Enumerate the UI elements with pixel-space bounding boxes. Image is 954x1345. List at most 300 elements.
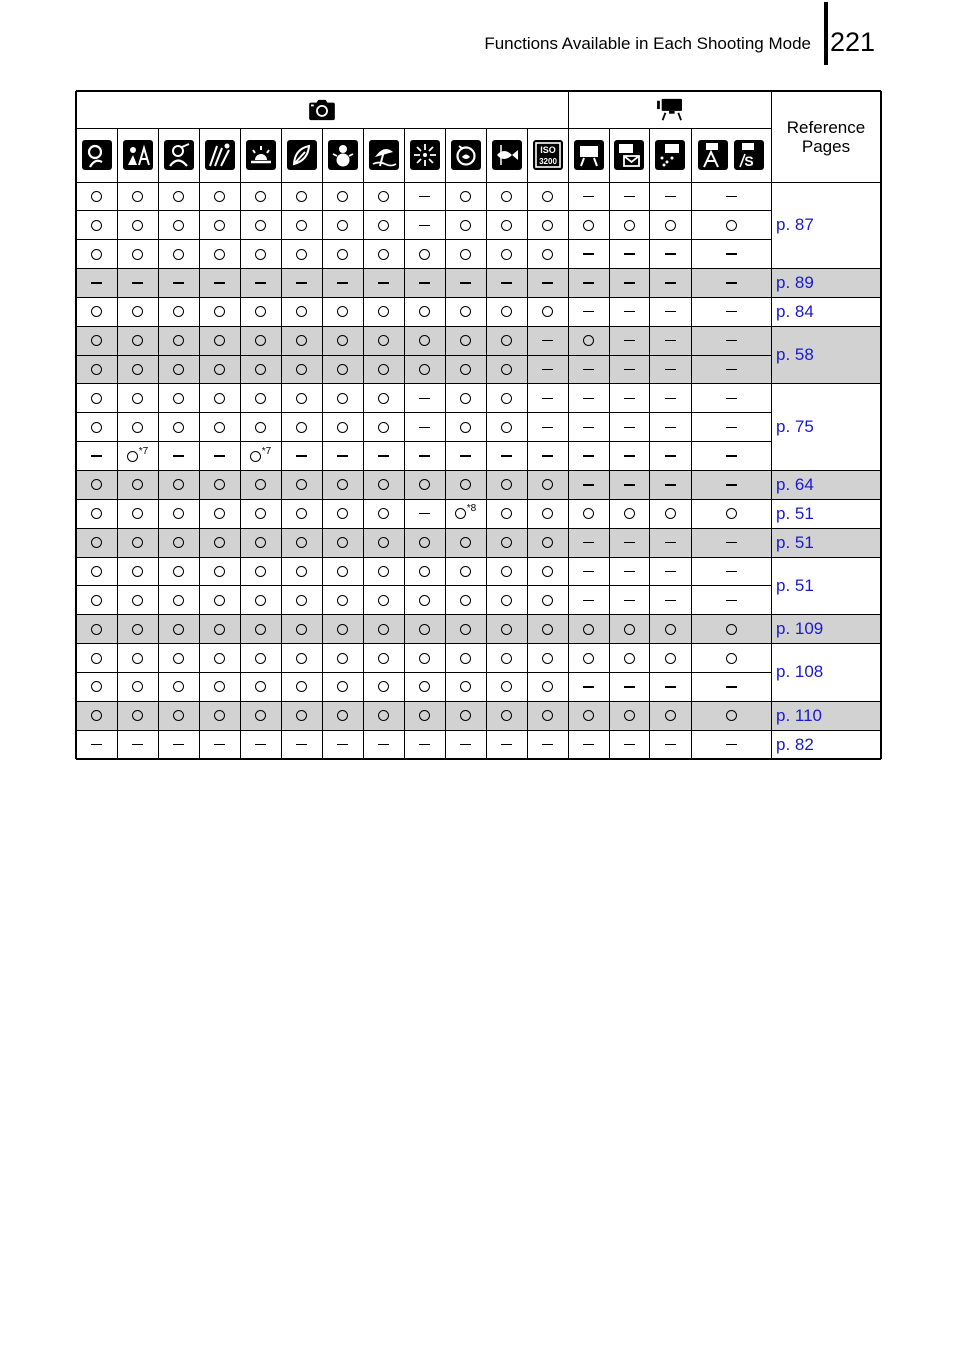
table-cell	[281, 528, 322, 557]
available-mark	[378, 479, 389, 490]
table-cell	[527, 672, 568, 701]
table-cell	[281, 701, 322, 730]
unavailable-mark	[726, 600, 737, 601]
table-cell	[445, 615, 486, 644]
reference-link[interactable]: p. 75	[776, 417, 814, 437]
unavailable-mark	[255, 282, 266, 283]
available-mark	[501, 306, 512, 317]
table-cell	[76, 701, 117, 730]
table-cell	[158, 672, 199, 701]
reference-link[interactable]: p. 108	[776, 662, 824, 682]
unavailable-mark	[132, 744, 143, 745]
available-mark	[501, 537, 512, 548]
available-mark	[624, 710, 635, 721]
table-cell	[568, 701, 609, 730]
table-cell	[117, 240, 158, 269]
unavailable-mark	[173, 744, 184, 745]
table-cell	[158, 182, 199, 211]
table-cell	[76, 672, 117, 701]
unavailable-mark	[583, 282, 594, 283]
table-cell	[322, 442, 363, 471]
available-mark	[255, 220, 266, 231]
table-cell	[649, 586, 691, 615]
available-mark	[214, 335, 225, 346]
available-mark	[255, 191, 266, 202]
unavailable-mark	[665, 427, 676, 428]
table-cell	[117, 672, 158, 701]
table-cell	[117, 586, 158, 615]
available-mark	[501, 393, 512, 404]
unavailable-mark	[624, 455, 635, 456]
table-cell	[363, 471, 404, 500]
available-mark	[132, 220, 143, 231]
available-mark	[337, 364, 348, 375]
available-mark	[337, 306, 348, 317]
reference-link[interactable]: p. 89	[776, 272, 814, 292]
table-cell	[117, 730, 158, 759]
table-cell	[199, 297, 240, 326]
available-mark	[296, 335, 307, 346]
unavailable-mark	[337, 744, 348, 745]
table-cell	[691, 528, 771, 557]
unavailable-mark	[726, 571, 737, 572]
available-mark	[91, 508, 102, 519]
reference-link[interactable]: p. 51	[776, 575, 814, 595]
table-cell	[322, 586, 363, 615]
unavailable-mark	[542, 340, 553, 341]
table-cell	[649, 471, 691, 500]
unavailable-mark	[460, 282, 471, 283]
available-mark	[255, 479, 266, 490]
reference-link[interactable]: p. 87	[776, 215, 814, 235]
table-cell	[322, 269, 363, 298]
table-cell	[568, 557, 609, 586]
table-cell	[404, 442, 445, 471]
available-mark	[583, 624, 594, 635]
available-mark	[542, 566, 553, 577]
available-mark	[255, 681, 266, 692]
table-cell	[117, 701, 158, 730]
available-mark	[173, 335, 184, 346]
table-cell	[404, 269, 445, 298]
unavailable-mark	[726, 340, 737, 341]
unavailable-mark	[665, 484, 676, 485]
reference-link[interactable]: p. 51	[776, 532, 814, 552]
grid-line	[199, 128, 200, 759]
reference-link[interactable]: p. 109	[776, 619, 824, 639]
available-mark	[173, 710, 184, 721]
available-mark	[378, 249, 389, 260]
snow-mode-icon	[322, 128, 363, 182]
table-cell	[527, 557, 568, 586]
unavailable-mark	[214, 282, 225, 283]
grid-line	[322, 128, 323, 759]
table-cell	[486, 240, 527, 269]
available-mark	[501, 624, 512, 635]
table-cell	[322, 615, 363, 644]
available-mark	[378, 537, 389, 548]
available-mark	[173, 479, 184, 490]
unavailable-mark	[255, 744, 266, 745]
unavailable-mark	[624, 571, 635, 572]
available-mark	[255, 624, 266, 635]
table-cell	[158, 413, 199, 442]
table-cell	[117, 326, 158, 355]
table-cell	[609, 586, 649, 615]
table-cell	[281, 557, 322, 586]
table-cell	[445, 557, 486, 586]
camera-icon	[76, 91, 568, 128]
available-mark	[501, 191, 512, 202]
table-cell	[445, 644, 486, 673]
table-cell	[486, 384, 527, 413]
table-cell	[199, 211, 240, 240]
available-mark	[173, 681, 184, 692]
table-cell	[649, 644, 691, 673]
table-cell	[199, 499, 240, 528]
available-mark	[91, 595, 102, 606]
available-mark	[91, 681, 102, 692]
unavailable-mark	[726, 542, 737, 543]
unavailable-mark	[501, 282, 512, 283]
available-mark	[255, 653, 266, 664]
table-cell	[527, 442, 568, 471]
table-cell	[691, 326, 771, 355]
available-mark	[255, 422, 266, 433]
table-cell	[527, 499, 568, 528]
unavailable-mark	[726, 311, 737, 312]
table-cell	[568, 182, 609, 211]
grid-line	[568, 91, 569, 759]
available-mark	[337, 595, 348, 606]
available-mark	[726, 624, 737, 635]
table-cell	[76, 586, 117, 615]
available-mark	[91, 653, 102, 664]
table-cell	[158, 297, 199, 326]
table-cell	[404, 672, 445, 701]
table-cell	[281, 442, 322, 471]
table-cell	[404, 297, 445, 326]
table-cell	[404, 615, 445, 644]
available-mark	[91, 191, 102, 202]
reference-link[interactable]: p. 51	[776, 503, 814, 523]
table-cell	[76, 730, 117, 759]
unavailable-mark	[583, 744, 594, 745]
table-cell	[404, 211, 445, 240]
available-mark	[132, 335, 143, 346]
available-mark	[132, 624, 143, 635]
table-cell	[404, 730, 445, 759]
unavailable-mark	[337, 282, 348, 283]
table-cell	[240, 672, 281, 701]
table-cell	[363, 297, 404, 326]
available-mark	[296, 422, 307, 433]
available-mark	[173, 364, 184, 375]
grid-line	[76, 297, 771, 298]
available-mark	[501, 710, 512, 721]
available-mark	[132, 364, 143, 375]
reference-pages-header: Reference Pages	[786, 117, 866, 156]
available-mark	[255, 249, 266, 260]
available-mark	[337, 249, 348, 260]
table-cell	[691, 471, 771, 500]
available-mark	[419, 653, 430, 664]
grid-line	[771, 383, 881, 384]
table-cell	[649, 269, 691, 298]
table-cell	[76, 499, 117, 528]
table-cell	[649, 615, 691, 644]
table-cell	[404, 557, 445, 586]
table-cell	[281, 297, 322, 326]
table-cell	[691, 297, 771, 326]
reference-link[interactable]: p. 84	[776, 301, 814, 321]
available-mark	[250, 451, 261, 462]
table-cell	[158, 499, 199, 528]
grid-line	[649, 128, 650, 759]
table-cell	[363, 672, 404, 701]
unavailable-mark	[624, 542, 635, 543]
available-mark	[542, 508, 553, 519]
available-mark	[542, 191, 553, 202]
available-mark	[419, 306, 430, 317]
table-cell	[568, 355, 609, 384]
unavailable-mark	[665, 686, 676, 687]
table-cell	[404, 471, 445, 500]
available-mark	[501, 364, 512, 375]
unavailable-mark	[665, 282, 676, 283]
grid-line	[609, 128, 610, 759]
table-cell	[240, 499, 281, 528]
table-cell	[691, 211, 771, 240]
sunset-mode-icon	[240, 128, 281, 182]
table-cell	[527, 644, 568, 673]
available-mark	[542, 479, 553, 490]
available-mark	[214, 220, 225, 231]
table-cell	[117, 355, 158, 384]
available-mark	[337, 508, 348, 519]
table-cell	[158, 355, 199, 384]
table-cell	[568, 672, 609, 701]
unavailable-mark	[419, 398, 430, 399]
unavailable-mark	[542, 398, 553, 399]
available-mark	[542, 220, 553, 231]
available-mark	[419, 595, 430, 606]
table-cell	[363, 355, 404, 384]
table-cell	[240, 644, 281, 673]
available-mark	[378, 306, 389, 317]
available-mark	[173, 508, 184, 519]
table-cell	[322, 413, 363, 442]
available-mark	[91, 306, 102, 317]
unavailable-mark	[624, 484, 635, 485]
unavailable-mark	[624, 744, 635, 745]
grid-line	[771, 470, 881, 471]
table-cell	[281, 269, 322, 298]
reference-link[interactable]: p. 58	[776, 345, 814, 365]
available-mark	[378, 566, 389, 577]
available-mark	[91, 422, 102, 433]
available-mark	[173, 422, 184, 433]
table-cell	[199, 557, 240, 586]
table-cell	[322, 644, 363, 673]
table-cell	[568, 269, 609, 298]
unavailable-mark	[419, 196, 430, 197]
available-mark	[665, 710, 676, 721]
reference-link[interactable]: p. 82	[776, 734, 814, 754]
unavailable-mark	[214, 455, 225, 456]
available-mark	[337, 537, 348, 548]
available-mark	[583, 220, 594, 231]
table-cell	[609, 326, 649, 355]
table-cell	[445, 384, 486, 413]
table-cell	[609, 557, 649, 586]
table-cell	[363, 269, 404, 298]
table-cell	[240, 730, 281, 759]
unavailable-mark	[91, 455, 102, 456]
unavailable-mark	[337, 455, 348, 456]
available-mark	[173, 653, 184, 664]
table-cell	[404, 528, 445, 557]
available-mark	[132, 566, 143, 577]
table-cell	[404, 240, 445, 269]
grid-line	[76, 701, 771, 702]
table-cell	[486, 557, 527, 586]
available-mark	[255, 566, 266, 577]
table-cell	[568, 413, 609, 442]
table-cell	[117, 413, 158, 442]
available-mark	[419, 479, 430, 490]
available-mark	[501, 595, 512, 606]
table-cell	[117, 644, 158, 673]
available-mark	[665, 508, 676, 519]
unavailable-mark	[624, 196, 635, 197]
table-cell	[609, 644, 649, 673]
grid-line	[76, 643, 771, 644]
table-cell	[199, 269, 240, 298]
available-mark	[296, 508, 307, 519]
color-accent-movie-icon	[695, 128, 731, 182]
available-mark	[460, 422, 471, 433]
table-cell	[445, 211, 486, 240]
table-cell	[486, 644, 527, 673]
table-cell	[609, 499, 649, 528]
grid-line	[76, 614, 771, 615]
available-mark	[296, 595, 307, 606]
grid-line	[76, 182, 881, 183]
available-mark	[378, 422, 389, 433]
grid-line	[281, 128, 282, 759]
table-cell	[609, 672, 649, 701]
available-mark	[419, 537, 430, 548]
available-mark	[378, 595, 389, 606]
grid-line	[771, 499, 881, 500]
table-cell	[486, 615, 527, 644]
available-mark	[296, 624, 307, 635]
reference-link[interactable]: p. 110	[776, 705, 823, 725]
table-cell	[199, 528, 240, 557]
grid-line	[771, 326, 881, 327]
table-cell	[568, 644, 609, 673]
unavailable-mark	[726, 427, 737, 428]
available-mark	[583, 335, 594, 346]
available-mark	[173, 595, 184, 606]
svg-text:3200: 3200	[538, 157, 557, 166]
available-mark	[419, 335, 430, 346]
unavailable-mark	[214, 744, 225, 745]
unavailable-mark	[296, 282, 307, 283]
movie-camera-icon	[568, 91, 771, 128]
unavailable-mark	[583, 196, 594, 197]
table-cell	[281, 384, 322, 413]
table-cell	[117, 182, 158, 211]
table-cell	[199, 730, 240, 759]
unavailable-mark	[583, 398, 594, 399]
available-mark	[296, 249, 307, 260]
available-mark	[132, 537, 143, 548]
table-cell	[691, 355, 771, 384]
table-cell	[281, 644, 322, 673]
table-cell	[240, 586, 281, 615]
available-mark	[337, 422, 348, 433]
underwater-mode-icon	[445, 128, 486, 182]
available-mark	[214, 422, 225, 433]
table-cell	[568, 499, 609, 528]
available-mark	[726, 710, 737, 721]
table-cell	[240, 528, 281, 557]
table-cell	[609, 615, 649, 644]
table-cell	[404, 644, 445, 673]
table-cell	[322, 672, 363, 701]
unavailable-mark	[624, 427, 635, 428]
available-mark	[296, 653, 307, 664]
table-cell	[322, 384, 363, 413]
available-mark	[132, 479, 143, 490]
unavailable-mark	[296, 744, 307, 745]
table-cell	[609, 471, 649, 500]
grid-line	[771, 297, 881, 298]
standard-movie-icon	[568, 128, 609, 182]
table-cell	[281, 326, 322, 355]
table-cell	[199, 442, 240, 471]
available-mark	[173, 393, 184, 404]
table-cell	[486, 355, 527, 384]
footnote-marker: *7	[261, 445, 272, 457]
available-mark	[255, 595, 266, 606]
table-cell	[404, 499, 445, 528]
portrait-mode-icon	[76, 128, 117, 182]
available-mark	[255, 306, 266, 317]
unavailable-mark	[726, 398, 737, 399]
unavailable-mark	[419, 744, 430, 745]
grid-line	[76, 412, 771, 413]
available-mark	[91, 220, 102, 231]
table-cell	[445, 730, 486, 759]
table-cell	[363, 644, 404, 673]
unavailable-mark	[583, 455, 594, 456]
beach-mode-icon	[363, 128, 404, 182]
table-cell	[76, 413, 117, 442]
table-cell	[486, 297, 527, 326]
table-cell	[322, 240, 363, 269]
reference-link[interactable]: p. 64	[776, 474, 814, 494]
available-mark	[542, 710, 553, 721]
grid-line	[75, 91, 77, 759]
table-cell	[609, 384, 649, 413]
unavailable-mark	[542, 427, 553, 428]
table-cell	[363, 413, 404, 442]
grid-line	[76, 383, 771, 384]
table-cell	[76, 211, 117, 240]
